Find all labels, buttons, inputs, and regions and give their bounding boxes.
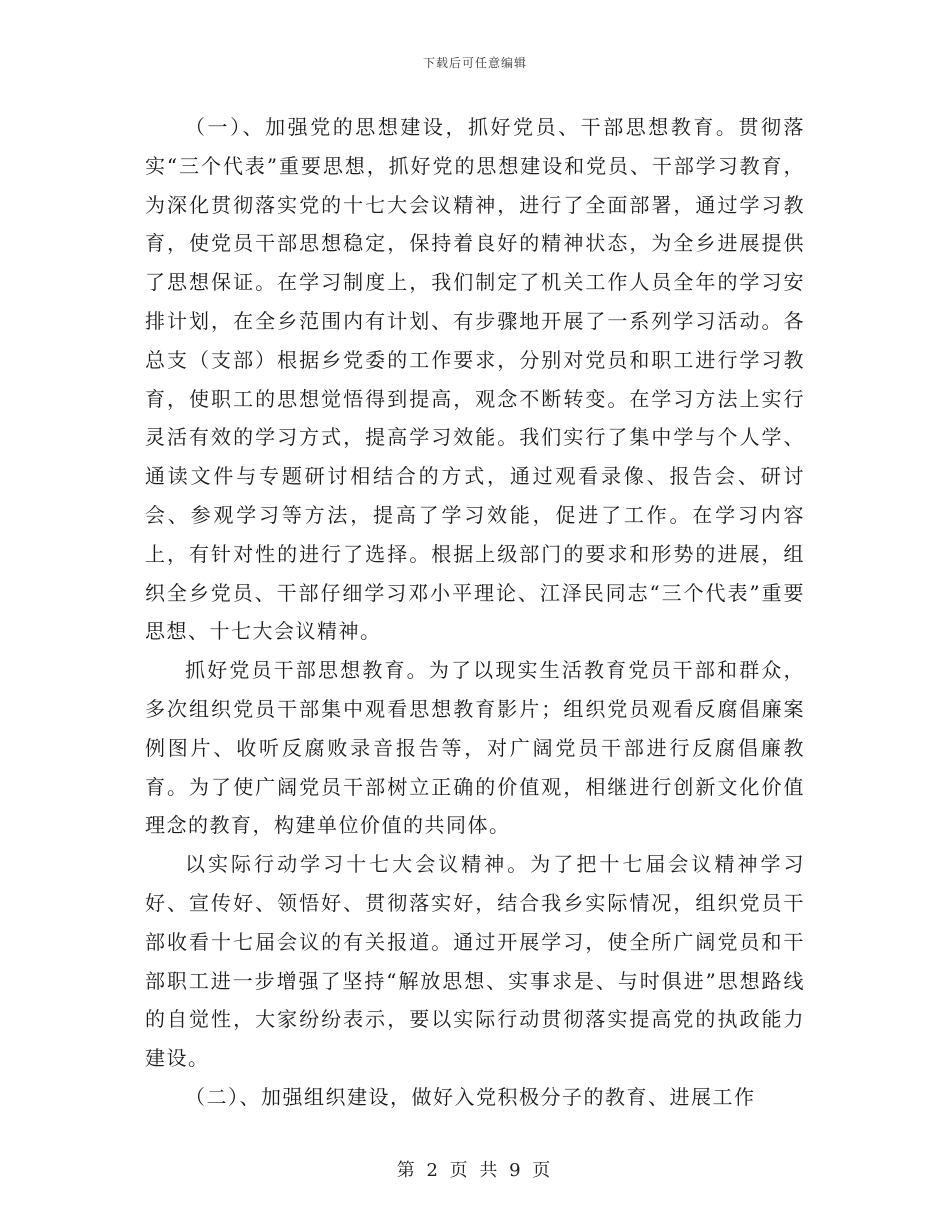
page-header: 下载后可任意编辑 <box>422 56 527 70</box>
paragraph-1: （一）、加强党的思想建设，抓好党员、干部思想教育。贯彻落实“三个代表”重要思想，抓好党的思想建设和党员、干部学习教育，为深化贯彻落实党的十七大会议精神，进行了全面部署，通过学习教育，使党员干部思想稳定，保持着良好的精神状态，为全乡进展提供了思想保证。在学习制度上，我们制定了机关工作人员全年的学习安排计划，在全乡范围内有计划、有步骤地开展了一系列学习活动。各总支（支部）根据乡党委的工作要求，分别对党员和职工进行学习教育，使职工的思想觉悟得到提高，观念不断转变。在学习方法上实行灵活有效的学习方式，提高学习效能。我们实行了集中学与个人学、通读文件与专题研讨相结合的方式，通过观看录像、报告会、研讨会、参观学习等方法，提高了学习效能，促进了工作。在学习内容上，有针对性的进行了选择。根据上级部门的要求和形势的进展，组织全乡党员、干部仔细学习邓小平理论、江泽民同志“三个代表”重要思想、十七大会议精神。 <box>145 115 805 644</box>
paragraph-4: （二）、加强组织建设，做好入党积极分子的教育、进展工作 <box>185 1084 756 1109</box>
document-body <box>145 108 805 1117</box>
paragraph-2: 抓好党员干部思想教育。为了以现实生活教育党员干部和群众，多次组织党员干部集中观看思想教育影片；组织党员观看反腐倡廉案例图片、收听反腐败录音报告等，对广阔党员干部进行反腐倡廉教育。为了使广阔党员干部树立正确的价值观，相继进行创新文化价值理念的教育，构建单位价值的共同体。 <box>145 658 805 838</box>
page-number-footer: 第 2 页 共 9 页 <box>396 1160 554 1181</box>
paragraph-3: 以实际行动学习十七大会议精神。为了把十七届会议精神学习好、宣传好、领悟好、贯彻落实好，结合我乡实际情况，组织党员干部收看十七届会议的有关报道。通过开展学习，使全所广阔党员和干部职工进一步增强了坚持“解放思想、实事求是、与时俱进”思想路线的自觉性，大家纷纷表示，要以实际行动贯彻落实提高党的执政能力建设。 <box>145 852 805 1071</box>
